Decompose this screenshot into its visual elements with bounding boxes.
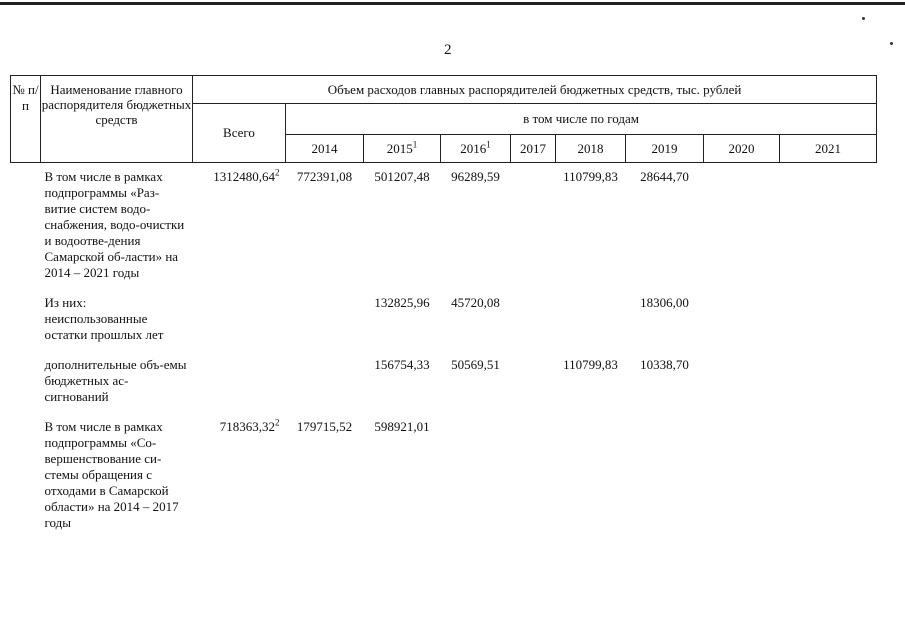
row-number-cell [11,295,41,343]
row-total-cell [193,295,286,343]
year-value-cell-2019: 18306,00 [640,295,689,310]
header-year-2020 [704,135,780,163]
header-name: Наименование главного распорядителя бюджетных средств [41,76,193,163]
year-label: 2014 [311,140,338,156]
row-name-cell: В том числе в рамках подпрограммы «Со-вершенствование си-стемы обращения с отходами в Самарской области» на 2014 – 2017 годы [44,419,179,530]
header-number: № п/п [11,76,41,163]
table-body [11,163,877,532]
header-by-years: в том числе по годам [286,104,877,135]
year-value-cell-2018: 110799,83 [563,357,618,372]
year-value-cell-2015: 501207,48 [374,169,430,184]
year-value-cell-2018: 110799,83 [563,169,618,184]
table-row [11,419,877,531]
header-year-2021 [780,135,877,163]
footnote-marker: 2 [275,417,280,428]
year-value-cell-2016: 45720,08 [451,295,500,310]
row-total-cell [193,357,286,405]
header-year-2016 [441,135,511,163]
year-value-cell-2021 [780,357,877,405]
header-total: Всего [193,104,286,163]
year-value-cell-2017 [511,357,556,405]
year-label: 2020 [728,140,755,156]
year-value-cell-2018 [556,295,626,343]
row-name-cell: Из них: неиспользованные остатки прошлых лет [44,295,164,342]
row-spacer [11,405,877,419]
header-year-2014 [286,135,364,163]
table-row [11,169,877,281]
year-value-cell-2021 [780,169,877,281]
year-value-cell-2016: 50569,51 [451,357,500,372]
row-total-cell [193,169,286,281]
year-value-cell-2014: 179715,52 [296,419,353,434]
row-number-cell [11,419,41,531]
header-year-2019 [626,135,704,163]
budget-table [10,75,877,531]
row-spacer [11,343,877,357]
footnote-marker: 2 [275,167,280,178]
year-value-cell-2014 [286,295,364,343]
year-label: 2018 [577,140,604,156]
table-row [11,295,877,343]
row-number-cell [11,357,41,405]
year-label: 2015 [386,140,413,156]
year-value-cell-2015: 132825,96 [374,295,430,310]
year-label: 2021 [815,140,842,156]
row-total-cell [193,419,286,531]
scan-speck [862,17,865,20]
row-spacer [11,281,877,295]
year-label: 2016 [460,140,487,156]
footnote-marker: 1 [412,139,418,150]
year-value-cell-2017 [511,295,556,343]
row-name-cell: дополнительные объ-емы бюджетных ас-сигнований [44,357,187,404]
year-value-cell-2018 [556,419,626,531]
year-value-cell-2015: 598921,01 [374,419,430,434]
scan-speck [890,42,893,45]
year-value-cell-2014: 772391,08 [296,169,353,184]
year-label: 2017 [520,140,546,156]
year-value-cell-2019 [626,419,704,531]
header-volume: Объем расходов главных распорядителей бюджетных средств, тыс. рублей [193,76,877,104]
top-border-line [0,2,905,5]
year-value-cell-2021 [780,295,877,343]
year-value-cell-2017 [511,419,556,531]
header-year-2015 [364,135,441,163]
year-value-cell-2019: 10338,70 [640,357,689,372]
year-value-cell-2014 [286,357,364,405]
footnote-marker: 1 [486,139,491,150]
total-value: 1312480,64 [213,169,275,184]
year-value-cell-2020 [704,169,780,281]
total-value: 718363,32 [219,419,275,434]
year-value-cell-2017 [511,169,556,281]
year-value-cell-2020 [704,357,780,405]
year-value-cell-2020 [704,295,780,343]
year-label: 2019 [651,140,678,156]
table-row [11,357,877,405]
header-year-2018 [556,135,626,163]
page-number: 2 [444,42,452,58]
header-year-2017 [511,135,556,163]
year-value-cell-2016: 96289,59 [451,169,500,184]
year-value-cell-2015: 156754,33 [374,357,430,372]
year-value-cell-2019: 28644,70 [640,169,689,184]
year-value-cell-2020 [704,419,780,531]
row-number-cell [11,169,41,281]
year-value-cell-2016 [441,419,511,531]
row-name-cell: В том числе в рамках подпрограммы «Раз-витие систем водо-снабжения, водо-очистки и водоотве-дения Самарской об-ласти» на 2014 – 2021 годы [44,169,185,280]
year-value-cell-2021 [780,419,877,531]
